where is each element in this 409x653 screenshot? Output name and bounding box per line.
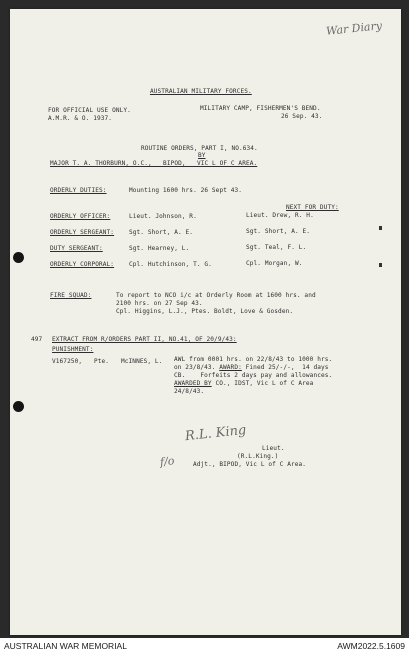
fire-squad-text: 2100 hrs. on 27 Sep 43.: [116, 300, 203, 307]
punch-hole: [13, 252, 24, 263]
punishment-detail: AWL from 0001 hrs. on 22/8/43 to 1000 hrs.: [174, 356, 333, 363]
footer-institution: AUSTRALIAN WAR MEMORIAL: [4, 641, 127, 651]
extract-number: 497: [31, 336, 43, 343]
margin-mark: [379, 263, 382, 267]
extract-heading: EXTRACT FROM R/ORDERS PART II, NO.41, OF 20/9/43:: [52, 336, 237, 343]
signatory-name: (R.L.King.): [237, 453, 279, 460]
signature: R.L. King: [184, 422, 248, 445]
fire-squad-text: To report to NCO i/c at Orderly Room at 1600 hrs. and: [116, 292, 316, 299]
soldier-rank: Pte.: [94, 358, 110, 365]
punishment-detail: CB. Forfeits 2 days pay and allowances.: [174, 372, 333, 379]
regulation-reference: A.M.R. & O. 1937.: [48, 115, 113, 122]
orders-issuer: MAJOR T. A. THORBURN, O.C., BIPOD, VIC L OF C AREA.: [50, 160, 258, 167]
duty-next: Sgt. Teal, F. L.: [246, 244, 307, 251]
duties-mounting: Mounting 1600 hrs. 26 Sept 43.: [129, 187, 243, 194]
date: 26 Sep. 43.: [281, 113, 323, 120]
duties-heading: ORDERLY DUTIES:: [50, 187, 107, 194]
service-number: V167250,: [52, 358, 83, 365]
duty-next: Lieut. Drew, R. H.: [246, 212, 314, 219]
orders-title: ROUTINE ORDERS, PART I, NO.634.: [141, 145, 258, 152]
punishment-detail: AWARDED BY CO., IDST, Vic L of C Area: [174, 380, 314, 387]
duty-current: Cpl. Hutchinson, T. G.: [129, 261, 212, 268]
fire-squad-members: Cpl. Higgins, L.J., Ptes. Boldt, Love & Gosden.: [116, 308, 294, 315]
margin-mark: [379, 226, 382, 230]
awarded-by-label: AWARDED BY: [174, 380, 212, 387]
duty-role: ORDERLY SERGEANT:: [50, 229, 115, 236]
signature-initial: f/o: [159, 454, 176, 469]
soldier-name: McINNES, L.: [121, 358, 163, 365]
footer-accession-number: AWM2022.5.1609: [337, 641, 405, 651]
duty-current: Sgt. Hearney, L.: [129, 245, 190, 252]
next-for-duty-heading: NEXT FOR DUTY:: [286, 204, 339, 211]
orders-by: BY: [198, 152, 206, 159]
signatory-rank: Lieut.: [262, 445, 285, 452]
award-label: AWARD:: [219, 364, 242, 371]
security-classification: FOR OFFICIAL USE ONLY.: [48, 107, 131, 114]
duty-role: ORDERLY OFFICER:: [50, 213, 111, 220]
punch-hole: [13, 401, 24, 412]
document-title: AUSTRALIAN MILITARY FORCES.: [150, 88, 252, 95]
duty-role: DUTY SERGEANT:: [50, 245, 103, 252]
punishment-heading: PUNISHMENT:: [52, 346, 94, 353]
document-page: [10, 9, 401, 635]
duty-current: Sgt. Short, A. E.: [129, 229, 194, 236]
duty-role: ORDERLY CORPORAL:: [50, 261, 115, 268]
duty-current: Lieut. Johnson, R.: [129, 213, 197, 220]
punishment-detail: 24/8/43.: [174, 388, 205, 395]
duty-next: Sgt. Short, A. E.: [246, 228, 311, 235]
handwritten-note: War Diary: [325, 19, 383, 38]
punishment-detail: on 23/8/43. AWARD: Fined 25/-/-, 14 days: [174, 364, 329, 371]
duty-next: Cpl. Morgan, W.: [246, 260, 303, 267]
fire-squad-heading: FIRE SQUAD:: [50, 292, 92, 299]
location: MILITARY CAMP, FISHERMEN'S BEND.: [200, 105, 321, 112]
signatory-title: Adjt., BIPOD, Vic L of C Area.: [193, 461, 307, 468]
